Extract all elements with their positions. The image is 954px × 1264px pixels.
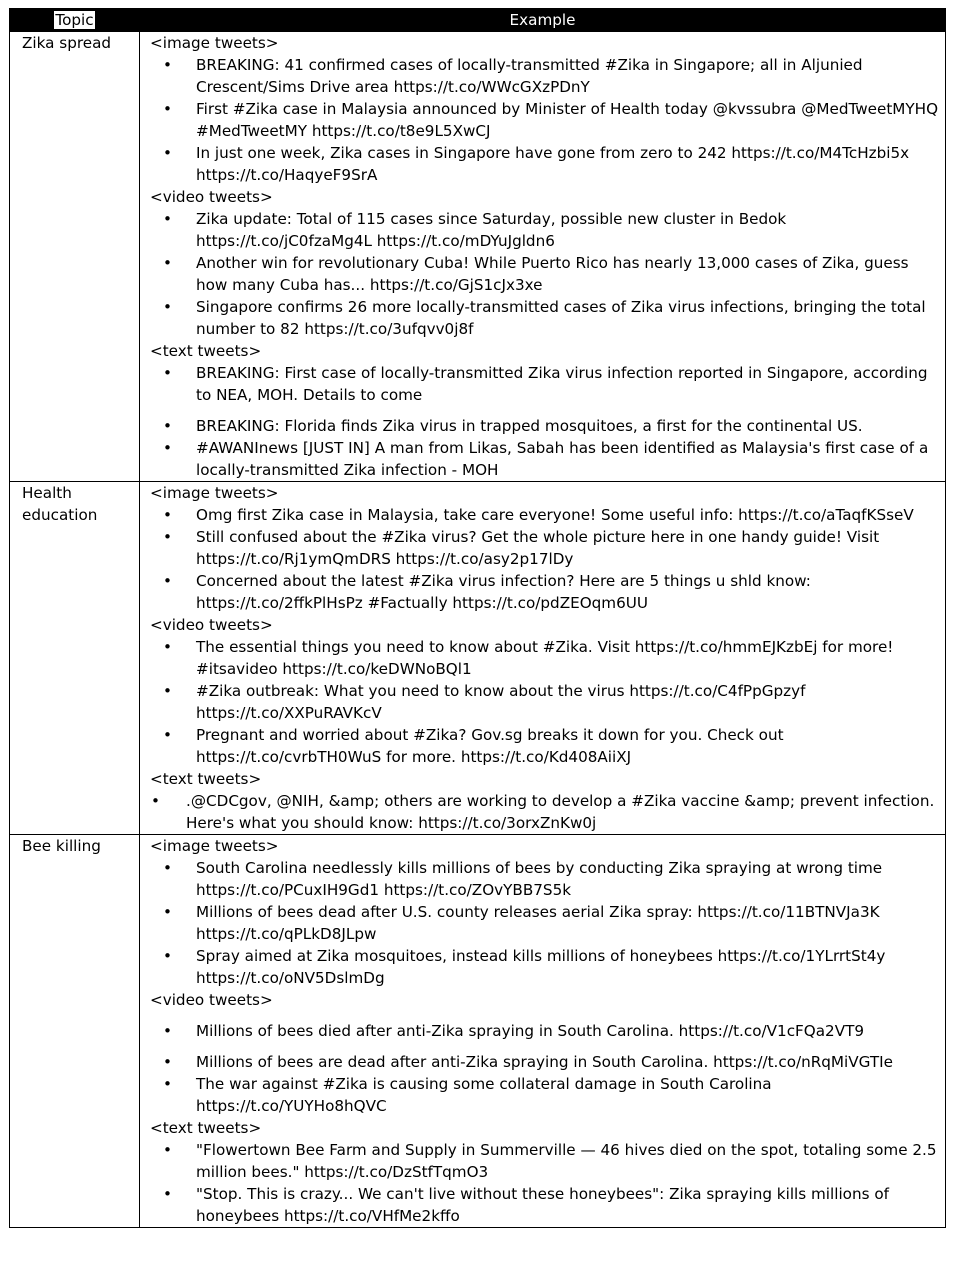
list-item: • Millions of bees died after anti-Zika spraying in South Carolina. https://t.co/V1cFQa2VT9 bbox=[196, 1020, 941, 1042]
list-item: • "Flowertown Bee Farm and Supply in Summerville — 46 hives died on the spot, totaling some 2.5 million bees." https://t.co/DzStfTqmO3 bbox=[196, 1139, 941, 1183]
topic-cell: Bee killing bbox=[10, 835, 140, 1228]
section-label-video: <video tweets> bbox=[150, 991, 273, 1009]
list-item: • #Zika outbreak: What you need to know about the virus https://t.co/C4fPpGpzyf https://t.co/XXPuRAVKcV bbox=[196, 680, 941, 724]
table-row bbox=[10, 32, 946, 482]
list-item: • Still confused about the #Zika virus? Get the whole picture here in one handy guide! Visit https://t.co/Rj1ymQmDRS https://t.co/asy2p17lDy bbox=[196, 526, 941, 570]
tweet-list bbox=[150, 857, 941, 989]
section-label-image: <image tweets> bbox=[150, 837, 279, 855]
header-topic bbox=[10, 9, 140, 32]
list-item: • The essential things you need to know about #Zika. Visit https://t.co/hmmEJKzbEj for more! #itsavideo https://t.co/keDWNoBQl1 bbox=[196, 636, 941, 680]
tweet-list bbox=[150, 208, 941, 340]
list-item: • Zika update: Total of 115 cases since Saturday, possible new cluster in Bedok https://t.co/jC0fzaMg4L https://t.co/mDYuJgldn6 bbox=[196, 208, 941, 252]
header-topic-label: Topic bbox=[55, 11, 94, 29]
header-row bbox=[10, 9, 946, 32]
tweet-list bbox=[150, 636, 941, 768]
list-item: • Omg first Zika case in Malaysia, take care everyone! Some useful info: https://t.co/aTaqfKSseV bbox=[196, 504, 941, 526]
example-cell bbox=[140, 482, 946, 835]
section-label-text: <text tweets> bbox=[150, 770, 262, 788]
table-row bbox=[10, 482, 946, 835]
header-example: Example bbox=[140, 9, 946, 32]
list-item: • South Carolina needlessly kills millions of bees by conducting Zika spraying at wrong time https://t.co/PCuxIH9Gd1 https://t.co/ZOvYBB7S5k bbox=[196, 857, 941, 901]
list-item: • Spray aimed at Zika mosquitoes, instead kills millions of honeybees https://t.co/1YLrrtSt4y https://t.co/oNV5DslmDg bbox=[196, 945, 941, 989]
section-label-text: <text tweets> bbox=[150, 1119, 262, 1137]
section-label-video: <video tweets> bbox=[150, 188, 273, 206]
list-item: • Pregnant and worried about #Zika? Gov.sg breaks it down for you. Check out https://t.co/cvrbTH0WuS for more. https://t.co/Kd408AiiXJ bbox=[196, 724, 941, 768]
list-item: • In just one week, Zika cases in Singapore have gone from zero to 242 https://t.co/M4TcHzbi5x https://t.co/HaqyeF9SrA bbox=[196, 142, 941, 186]
tweet-list bbox=[150, 1020, 941, 1117]
topics-table bbox=[9, 8, 946, 1228]
list-item: • Concerned about the latest #Zika virus infection? Here are 5 things u shld know: https://t.co/2ffkPlHsPz #Factually https://t.co/pdZEOqm6UU bbox=[196, 570, 941, 614]
list-item: • Millions of bees dead after U.S. county releases aerial Zika spray: https://t.co/11BTNVJa3K https://t.co/qPLkD8JLpw bbox=[196, 901, 941, 945]
list-item: • The war against #Zika is causing some collateral damage in South Carolina https://t.co/YUYHo8hQVC bbox=[196, 1073, 941, 1117]
list-item: • Millions of bees are dead after anti-Zika spraying in South Carolina. https://t.co/nRqMiVGTIe bbox=[196, 1051, 941, 1073]
tweet-list bbox=[150, 362, 941, 481]
list-item: • #AWANInews [JUST IN] A man from Likas, Sabah has been identified as Malaysia's first case of a locally-transmitted Zika infection - MOH bbox=[196, 437, 941, 481]
list-item: • BREAKING: Florida finds Zika virus in trapped mosquitoes, a first for the continental US. bbox=[196, 415, 941, 437]
list-item: • .@CDCgov, @NIH, &amp; others are working to develop a #Zika vaccine &amp; prevent infection. Here's what you should know: https://t.co/3orxZnKw0j bbox=[186, 790, 941, 834]
list-item: • BREAKING: 41 confirmed cases of locally-transmitted #Zika in Singapore; all in Aljunied Crescent/Sims Drive area https://t.co/WWcGXzPDnY bbox=[196, 54, 941, 98]
tweet-list bbox=[150, 504, 941, 614]
topic-cell: Health education bbox=[10, 482, 140, 835]
example-cell bbox=[140, 32, 946, 482]
list-item: • Singapore confirms 26 more locally-transmitted cases of Zika virus infections, bringing the total number to 82 https://t.co/3ufqvv0j8f bbox=[196, 296, 941, 340]
tweet-list bbox=[150, 1139, 941, 1227]
tweet-list bbox=[150, 790, 941, 834]
tweet-list bbox=[150, 54, 941, 186]
table-row bbox=[10, 835, 946, 1228]
topic-cell: Zika spread bbox=[10, 32, 140, 482]
section-label-image: <image tweets> bbox=[150, 484, 279, 502]
section-label-text: <text tweets> bbox=[150, 342, 262, 360]
list-item: • Another win for revolutionary Cuba! While Puerto Rico has nearly 13,000 cases of Zika, guess how many Cuba has... https://t.co/GjS1cJx3xe bbox=[196, 252, 941, 296]
list-item: • First #Zika case in Malaysia announced by Minister of Health today @kvssubra @MedTweetMYHQ #MedTweetMY https://t.co/t8e9L5XwCJ bbox=[196, 98, 941, 142]
list-item: • "Stop. This is crazy... We can't live without these honeybees": Zika spraying kills millions of honeybees https://t.co/VHfMe2kffo bbox=[196, 1183, 941, 1227]
list-item: • BREAKING: First case of locally-transmitted Zika virus infection reported in Singapore, according to NEA, MOH. Details to come bbox=[196, 362, 941, 406]
section-label-image: <image tweets> bbox=[150, 34, 279, 52]
section-label-video: <video tweets> bbox=[150, 616, 273, 634]
example-cell bbox=[140, 835, 946, 1228]
